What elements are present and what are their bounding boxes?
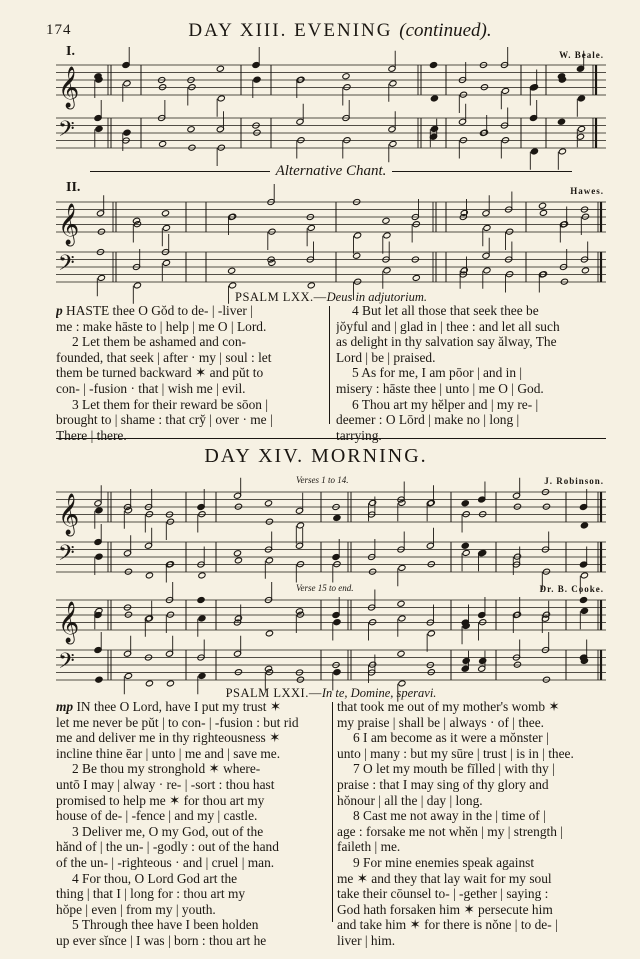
psalm70-number: PSALM LXX.— <box>235 290 327 304</box>
psalm71-verse-text: my praise | shall be | always · of | thee. <box>337 714 544 730</box>
note-head <box>123 80 131 87</box>
alternative-chant-label: Alternative Chant. <box>275 163 387 179</box>
note-head <box>95 676 103 683</box>
psalm70-verse-text: HASTE thee O Gŏd to de- | -liver | <box>62 303 253 318</box>
note-head <box>264 500 272 507</box>
note-head <box>580 572 588 579</box>
psalm70-verse-text: con- | -fusion · that | wish me | evil. <box>56 380 246 396</box>
note-head <box>398 615 406 622</box>
psalm71-verse-text: and take him ✶ for there is nŏne | to de- | <box>337 917 558 933</box>
psalm70-verse-text: them be turned backward ✶ and pŭt to <box>56 365 264 381</box>
note-head <box>216 65 224 72</box>
psalm71-verse-text: me and deliver me in thy righteousness ✶ <box>56 730 281 746</box>
note-head <box>389 140 397 147</box>
note-head <box>398 499 406 506</box>
note-head <box>397 600 405 607</box>
note-head <box>580 522 588 529</box>
psalm70-verse-text: There | there. <box>56 427 127 443</box>
note-head <box>429 61 437 68</box>
note-head <box>123 129 131 136</box>
note-head <box>97 274 105 281</box>
chant3-bass-staff <box>56 540 606 580</box>
chant2-label: II. <box>66 180 81 195</box>
note-head <box>501 87 509 94</box>
psalm71-right-line <box>337 855 605 871</box>
chant4-bass-staff <box>56 648 606 688</box>
note-head <box>265 630 273 637</box>
note-head <box>307 224 315 231</box>
note-head <box>483 267 491 274</box>
note-head <box>383 267 391 274</box>
treble-clef-icon: 𝄞 <box>58 67 80 108</box>
note-head <box>197 596 205 603</box>
note-head <box>233 550 241 557</box>
note-head <box>253 76 261 83</box>
note-head <box>483 224 491 231</box>
chant1-composer: W. Beale. <box>559 50 604 60</box>
note-head <box>229 282 237 289</box>
psalm71-left-line <box>56 855 328 871</box>
psalm71-verse-text: 4 For thou, O Lord God art the <box>72 870 238 886</box>
psalm71-verse-text: hŏpe | even | from my | youth. <box>56 901 216 917</box>
day14-composer1: J. Robinson. <box>544 476 604 486</box>
note-head <box>530 148 538 155</box>
note-head <box>580 607 588 614</box>
note-head <box>369 499 377 506</box>
note-head <box>333 619 341 626</box>
psalm70-verse-text: brought to | shame : that cry̆ | over · me | <box>56 412 273 428</box>
psalm71-verse-text: let me never be pŭt | to con- | -fusion : but rid <box>56 714 299 730</box>
note-head <box>228 267 236 274</box>
psalm71-verse-text: 3 Deliver me, O my God, out of the <box>72 823 264 839</box>
psalm71-verse-text: hănd of | the un- | -godly : out of the hand <box>56 839 279 855</box>
note-head <box>538 202 546 209</box>
note-head <box>268 259 276 266</box>
psalm71-left-line <box>56 839 328 855</box>
psalm71-verse-text: faileth | me. <box>337 839 401 855</box>
alternative-chant-heading <box>56 163 606 180</box>
note-head <box>461 500 469 507</box>
psalm71-verse-text: 9 For mine enemies speak against <box>353 854 535 870</box>
psalm71-right-line <box>337 699 605 715</box>
psalm71-verse-text: praise : that I may sing of thy glory and <box>337 776 549 792</box>
note-head <box>333 669 341 676</box>
psalm70-subtitle: Deus in adjutorium. <box>326 290 427 304</box>
treble-clef-icon: 𝄞 <box>58 602 80 643</box>
note-head <box>398 564 406 571</box>
treble-clef-icon: 𝄞 <box>58 204 80 245</box>
note-head <box>354 232 362 239</box>
psalm71-right-column <box>337 699 605 949</box>
day14-title: DAY XIV. MORNING. <box>204 445 428 467</box>
psalm71-verse-text: unto | many : but my sūre | trust | is in | thee. <box>337 745 574 761</box>
rule-left <box>90 171 270 172</box>
psalm71-right-line <box>337 824 605 840</box>
psalm70-left-line <box>56 428 324 444</box>
note-head <box>198 572 206 579</box>
note-head <box>124 507 132 514</box>
psalm71-dynamic-mark: mp <box>56 699 74 714</box>
note-head <box>412 274 420 281</box>
psalm71-verse-text: untō I may | alway · re- | -sort : thou hast <box>56 776 275 792</box>
day14-verses1: Verses 1 to 14. <box>296 475 349 485</box>
psalm71-right-line <box>337 730 605 746</box>
psalm71-number: PSALM LXXI.— <box>225 686 322 700</box>
psalm71-right-line <box>337 746 605 762</box>
note-head <box>159 140 167 147</box>
note-head <box>389 80 397 87</box>
note-head <box>95 507 103 514</box>
day14-composer2: Dr. B. Cooke. <box>539 584 604 594</box>
psalm70-right-line <box>336 334 606 350</box>
note-head <box>295 608 303 615</box>
psalm70-column-divider <box>329 306 330 424</box>
psalm71-column-divider <box>332 702 333 922</box>
psalm70-right-line <box>336 412 606 428</box>
note-head <box>479 657 487 664</box>
psalm70-verse-text: 3 Let them for their reward be sōon | <box>72 396 269 412</box>
psalm71-verse-text: 6 I am become as it were a mŏnster | <box>353 730 549 746</box>
note-head <box>460 209 468 216</box>
psalm71-verse-text: thing | that I | long for : thou art my <box>56 886 246 902</box>
psalm70-right-column <box>336 303 606 443</box>
psalm71-right-line <box>337 793 605 809</box>
psalm70-verse-text: as delight in thy salvation say ălway, The <box>336 334 557 350</box>
chant1-bass-staff <box>56 116 606 156</box>
note-head <box>145 615 153 622</box>
note-head <box>427 499 435 506</box>
psalm70-verse-text: tarrying. <box>336 427 382 443</box>
psalm71-verse-text: 2 Be thou my stronghold ✶ where- <box>72 761 261 777</box>
running-header-title: DAY XIII. EVENING <box>188 20 393 41</box>
note-head <box>264 665 272 672</box>
psalm71-left-line <box>56 917 328 933</box>
psalm70-right-line <box>336 428 606 444</box>
note-head <box>427 630 435 637</box>
psalm71-left-line <box>56 933 328 949</box>
bass-clef-icon: 𝄢 <box>58 117 75 147</box>
note-head <box>461 542 469 549</box>
psalm70-left-line <box>56 365 324 381</box>
note-head <box>430 125 438 132</box>
note-head <box>579 596 587 603</box>
psalm71-verse-text: that took me out of my mother's womb ✶ <box>337 699 560 714</box>
psalm71-right-line <box>337 871 605 887</box>
psalm71-left-line <box>56 824 328 840</box>
psalm70-verse-text: 2 Let them be ashamed and con- <box>72 334 247 350</box>
note-head <box>460 267 468 274</box>
note-head <box>462 657 470 664</box>
note-head <box>577 95 585 102</box>
psalm70-right-line <box>336 397 606 413</box>
psalm71-right-line <box>337 933 605 949</box>
note-head <box>430 95 438 102</box>
note-head <box>133 282 141 289</box>
note-head <box>296 522 304 529</box>
chant4-treble-staff <box>56 598 606 643</box>
running-header-suffix: (continued). <box>399 20 492 41</box>
chant3-treble-staff <box>56 490 606 535</box>
psalm71-right-line <box>337 808 605 824</box>
psalm71-verse-text: 7 O let my mouth be fīlled | with thy | <box>353 761 555 777</box>
psalm70-verse-text: 5 As for me, I am pōor | and in | <box>352 365 523 381</box>
psalm70-left-line <box>56 381 324 397</box>
note-head <box>145 572 153 579</box>
chant1-label: I. <box>66 44 75 59</box>
psalm71-verse-text: 8 Cast me not away in the | time of | <box>353 808 546 824</box>
psalm71-verse-text: incline thine ēar | unto | me and | save me. <box>56 745 281 761</box>
note-head <box>198 672 206 679</box>
psalm71-left-line <box>56 746 328 762</box>
note-head <box>530 84 538 91</box>
treble-clef-icon: 𝄞 <box>58 494 80 535</box>
psalm71-right-line <box>337 886 605 902</box>
psalm70-left-line <box>56 350 324 366</box>
psalm70-dynamic-mark: p <box>56 303 63 318</box>
psalm71-subtitle: In te, Domine, speravi. <box>321 686 437 700</box>
psalm70-left-line <box>56 319 324 335</box>
psalm71-verse-text: me ✶ and they that lay wait for my soul <box>337 870 552 886</box>
chant2-treble-staff <box>56 200 606 245</box>
psalm70-left-line <box>56 412 324 428</box>
note-head <box>124 672 132 679</box>
note-head <box>161 210 169 217</box>
note-head <box>383 232 391 239</box>
note-head <box>217 95 225 102</box>
psalm70-left-line <box>56 397 324 413</box>
bass-clef-icon: 𝄢 <box>58 251 75 281</box>
note-head <box>539 209 547 216</box>
note-head <box>162 259 170 266</box>
psalm70-right-line <box>336 303 606 319</box>
psalm71-left-line <box>56 793 328 809</box>
psalm70-verse-text: 4 But let all those that seek thee be <box>352 303 539 318</box>
note-head <box>132 217 140 224</box>
note-head <box>462 549 470 556</box>
note-head <box>162 224 170 231</box>
chant2-bass-staff <box>56 250 606 290</box>
psalm70-left-line <box>56 334 324 350</box>
psalm71-right-line <box>337 902 605 918</box>
psalm70-verse-text: jŏyful and | glad in | thee : and let all such <box>336 318 560 334</box>
psalm71-left-line <box>56 699 328 715</box>
psalm71-left-line <box>56 871 328 887</box>
psalm71-verse-text: hŏnour | all the | day | long. <box>337 792 483 808</box>
psalm71-left-line <box>56 730 328 746</box>
note-head <box>234 615 242 622</box>
page-number: 174 <box>46 22 72 38</box>
psalm71-verse-text: God hath forsaken him ✶ persecute him <box>337 901 553 917</box>
psalm70-verse-text: deemer : O Lōrd | make no | long | <box>336 412 520 428</box>
psalm71-verse-text: up ever sĭnce | I was | born : thou art he <box>56 932 267 948</box>
psalm70-right-line <box>336 365 606 381</box>
psalm71-verse-text: house of de- | -fence | and my | castle. <box>56 808 258 824</box>
psalm71-verse-text: age : forsake me not whĕn | my | strength | <box>337 823 563 839</box>
psalm70-right-line <box>336 319 606 335</box>
note-head <box>307 282 315 289</box>
note-head <box>577 125 585 132</box>
note-head <box>95 553 103 560</box>
rule-right <box>392 171 572 172</box>
psalm71-left-line <box>56 761 328 777</box>
psalm70-verse-text: misery : hāste thee | unto | me O | God. <box>336 380 544 396</box>
running-header <box>150 20 530 42</box>
psalm70-right-line <box>336 381 606 397</box>
psalm71-verse-text: liver | him. <box>337 932 396 948</box>
psalm71-verse-text: take their cōunsel to- | -gether | saying : <box>337 886 549 902</box>
psalm70-verse-text: me : make hāste to | help | me O | Lord. <box>56 318 267 334</box>
note-head <box>382 217 390 224</box>
psalm70-left-column <box>56 303 324 443</box>
psalm71-verse-text: 5 Through thee have I been holden <box>72 917 259 933</box>
note-head <box>581 267 589 274</box>
psalm71-left-line <box>56 902 328 918</box>
psalm71-left-line <box>56 886 328 902</box>
note-head <box>333 514 341 521</box>
note-head <box>397 650 405 657</box>
note-head <box>265 557 273 564</box>
section-rule <box>56 438 606 439</box>
note-head <box>95 125 103 132</box>
psalm70-verse-text: Lord | be | praised. <box>336 349 436 365</box>
psalm71-left-line <box>56 715 328 731</box>
psalm71-right-line <box>337 839 605 855</box>
psalm71-verse-text: promised to help me ✶ for thou art my <box>56 792 265 808</box>
psalm71-right-line <box>337 917 605 933</box>
note-head <box>558 148 566 155</box>
psalm71-right-line <box>337 715 605 731</box>
note-head <box>95 607 103 614</box>
psalm71-left-line <box>56 777 328 793</box>
psalm71-right-line <box>337 761 605 777</box>
note-head <box>342 73 350 80</box>
psalm71-right-line <box>337 777 605 793</box>
chant2-composer: Hawes. <box>570 186 604 196</box>
note-head <box>557 118 565 125</box>
day14-verses2: Verse 15 to end. <box>296 583 354 593</box>
note-head <box>187 126 195 133</box>
psalm71-left-column <box>56 699 328 949</box>
psalm71-verse-text: IN thee O Lord, have I put my trust ✶ <box>73 699 282 714</box>
psalm71-left-line <box>56 808 328 824</box>
bass-clef-icon: 𝄢 <box>58 649 75 679</box>
psalm70-verse-text: 6 Thou art my hĕlper and | my re- | <box>352 396 539 412</box>
note-head <box>353 252 361 259</box>
psalm70-right-line <box>336 350 606 366</box>
bass-clef-icon: 𝄢 <box>58 541 75 571</box>
psalm70-verse-text: founded, that seek | after · my | soul : let <box>56 349 272 365</box>
note-head <box>234 557 242 564</box>
note-head <box>198 615 206 622</box>
chant1-treble-staff <box>56 63 606 108</box>
psalm71-verse-text: of the un- | -righteous · and | cruel | man. <box>56 854 275 870</box>
psalm70-left-line <box>56 303 324 319</box>
